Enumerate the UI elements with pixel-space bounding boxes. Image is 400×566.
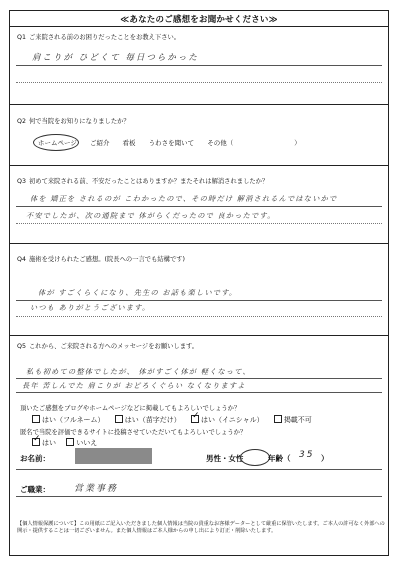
q3-section [10, 165, 388, 243]
profile-section [10, 449, 388, 476]
q3-question [17, 176, 268, 185]
q1-question [17, 32, 180, 41]
label-fullname: はい（フルネーム） [42, 416, 105, 424]
q2-text: 何で当院をお知りになりましたか？ [28, 118, 130, 125]
q3-answer-line1: 体を 矯正を されるのが こわかったので、その時だけ 解消されるんではないかで [30, 194, 338, 203]
q2-option-other[interactable]: その他（ [207, 139, 234, 147]
q4-answer-line1: 体が すごくらくになり、先生の お話も楽しいです。 [38, 288, 238, 297]
redacted-name [75, 448, 152, 464]
q5-rule-2 [16, 392, 382, 393]
q2-option-homepage[interactable]: ホームページ [38, 139, 77, 147]
check-mark-icon: ✓ [33, 434, 41, 444]
q4-section [10, 243, 388, 335]
q3-answer-line2: 不安でしたが、次の通院まで 体がらくだったので 良かったです。 [26, 211, 276, 220]
q1-answer: 肩こりが ひどくて 毎日つらかった [32, 53, 199, 63]
q3-text: 初めて来院される前、不安だったことはありますか？またそれは解消されましたか？ [28, 178, 269, 185]
q2-options [38, 138, 312, 147]
page-title: ≪あなたのご感想をお聞かせください≫ [120, 15, 278, 25]
gender-label: 男性・女性 [206, 454, 244, 463]
q4-question [17, 254, 185, 263]
label-initial: はい（イニシャル） [200, 416, 264, 424]
privacy-footer: 【個人情報保護について】この用紙にご記入いただきました個人情報は当院の貴重なお客様データーとして厳重に保管いたします。ご本人の許可なく外部への開示・提供することは一切ございません。また個人情報はご本人様からの申し出により訂正・削除いたします。 [17, 521, 385, 534]
checkbox-review-no[interactable] [66, 438, 74, 446]
consent-question-publish: 頂いたご感想をブログやホームページなどに掲載してもよろしいでしょうか？ [20, 405, 241, 412]
consent-question-review: 匿名で当院を評価できるサイトに投稿させていただいてもよろしいでしょうか？ [20, 429, 247, 436]
q5-answer-line1: 私も初めての整体でしたが、 体がすごく体が 軽くなって、 [26, 367, 251, 376]
q1-label: Q1 [17, 34, 26, 41]
check-mark-icon: ✓ [191, 411, 200, 421]
q4-rule-2 [16, 316, 382, 317]
q2-option-referral[interactable]: ご紹介 [89, 139, 110, 147]
q4-rule-1 [16, 300, 382, 301]
consent-section [10, 403, 388, 449]
q2-option-signboard[interactable]: 看板 [122, 139, 136, 147]
job-label: ご職業： [20, 485, 50, 494]
job-section [10, 476, 388, 510]
survey-sheet [9, 10, 389, 556]
q4-text: 施術を受けられたご感想。(院長への一言でも結構です) [28, 256, 186, 263]
label-review-yes: はい [42, 439, 56, 447]
gender-selected-circle [240, 449, 270, 466]
job-rule [16, 496, 382, 497]
q4-label: Q4 [17, 256, 26, 263]
checkbox-initial[interactable] [191, 411, 200, 423]
checkbox-fullname[interactable] [32, 415, 40, 423]
job-value: 営業事務 [74, 484, 119, 494]
age-value: 35 [299, 450, 315, 460]
q2-question [17, 116, 130, 125]
q5-rule-1 [16, 378, 382, 379]
checkbox-surname[interactable] [115, 415, 123, 423]
age-label: 年齢（ [268, 454, 291, 463]
q3-label: Q3 [17, 178, 26, 185]
q1-section [10, 26, 388, 104]
consent-options-publish [32, 411, 312, 425]
label-surname: はい（苗字だけ） [124, 416, 181, 424]
q3-rule-2 [16, 223, 382, 224]
consent-options-review [32, 434, 98, 448]
q2-option-rumor[interactable]: うわさを聞いて [148, 139, 195, 147]
name-label: お名前： [20, 454, 50, 463]
label-no-publish: 掲載不可 [283, 416, 312, 424]
q3-rule-1 [16, 206, 382, 207]
checkbox-review-yes[interactable] [32, 434, 41, 446]
q1-text: ご来院される前のお困りだったことをお教え下さい。 [28, 34, 181, 41]
q2-option-other-close: ） [294, 139, 301, 147]
checkbox-no-publish[interactable] [274, 415, 282, 423]
q1-answer-line [16, 65, 382, 66]
label-review-no: いいえ [76, 439, 98, 447]
q2-label: Q2 [17, 118, 26, 125]
q5-text: これから、ご来院される方へのメッセージをお願いします。 [28, 343, 199, 350]
q5-label: Q5 [17, 343, 26, 350]
q5-section [10, 335, 388, 403]
name-rule [16, 469, 382, 470]
q2-selected-circle [33, 134, 79, 151]
q1-blank-line [16, 82, 382, 83]
q5-question [17, 341, 198, 350]
age-close: ） [321, 454, 329, 463]
q5-answer-line2: 長年 苦しんでた 肩こりが おどろくぐらい なくなりますよ [22, 381, 246, 390]
q4-answer-line2: いつも ありがとうございます。 [30, 303, 151, 312]
